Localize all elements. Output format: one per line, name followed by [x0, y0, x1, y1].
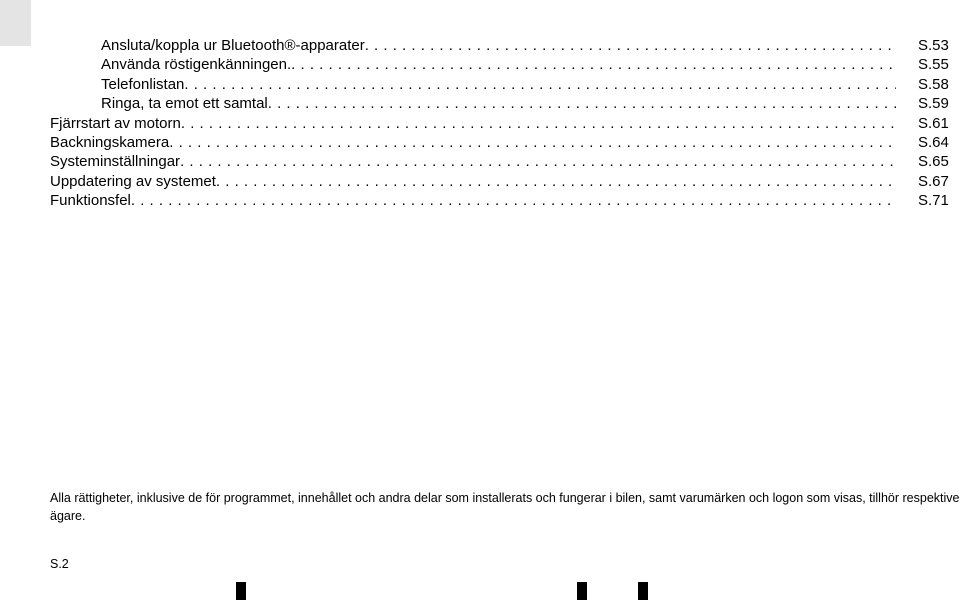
toc-entry-malfunctions[interactable] — [50, 191, 956, 210]
toc-entry-label: Uppdatering av systemet — [50, 172, 216, 190]
toc-leader-dots — [180, 152, 896, 171]
toc-leader-dots — [365, 36, 896, 55]
toc-entry-label: Ringa, ta emot ett samtal — [101, 95, 268, 113]
toc-entry-system-update[interactable] — [50, 172, 956, 191]
toc-entry-reversing-camera[interactable] — [50, 133, 956, 152]
toc-entry-label: Backningskamera — [50, 133, 170, 151]
toc-leader-dots — [181, 114, 896, 133]
toc-entry-calls[interactable] — [50, 94, 956, 113]
toc-entry-page: S.55 — [918, 56, 949, 74]
toc-entry-voice-recognition[interactable] — [50, 55, 956, 74]
toc-entry-page: S.61 — [918, 114, 949, 132]
toc-entry-label: Systeminställningar — [50, 153, 181, 171]
table-of-contents — [50, 36, 956, 211]
toc-entry-label: Telefonlistan — [101, 75, 185, 93]
toc-entry-bluetooth[interactable] — [50, 36, 956, 55]
rights-notice: Alla rättigheter, inklusive de för programmet, innehållet och andra delar som installerats och fungerar i bilen, samt varumärken och logon som visas, tillhör respektive ägare. — [50, 491, 960, 523]
toc-leader-dots — [169, 133, 896, 152]
toc-entry-label: Använda röstigenkänningen. — [101, 56, 292, 74]
toc-entry-page: S.65 — [918, 153, 949, 171]
toc-entry-label: Funktionsfel — [50, 192, 131, 210]
toc-leader-dots — [291, 55, 896, 74]
corner-tab — [0, 0, 31, 46]
crop-mark — [236, 582, 246, 600]
toc-entry-page: S.53 — [918, 37, 949, 54]
toc-entry-remote-start[interactable] — [50, 114, 956, 133]
toc-entry-page: S.71 — [918, 192, 949, 210]
toc-entry-label: Ansluta/koppla ur Bluetooth®-apparater — [101, 37, 365, 54]
crop-mark — [638, 582, 648, 600]
toc-entry-page: S.58 — [918, 75, 949, 93]
toc-leader-dots — [184, 75, 896, 94]
toc-entry-system-settings[interactable] — [50, 152, 956, 171]
toc-entry-page: S.59 — [918, 95, 949, 113]
toc-entry-page: S.67 — [918, 172, 949, 190]
toc-entry-page: S.64 — [918, 133, 949, 151]
toc-leader-dots — [216, 172, 896, 191]
toc-entry-phonebook[interactable] — [50, 75, 956, 94]
toc-entry-label: Fjärrstart av motorn — [50, 114, 181, 132]
crop-mark — [577, 582, 587, 600]
toc-leader-dots — [268, 94, 896, 113]
toc-leader-dots — [131, 191, 896, 210]
page-number: S.2 — [50, 557, 69, 571]
